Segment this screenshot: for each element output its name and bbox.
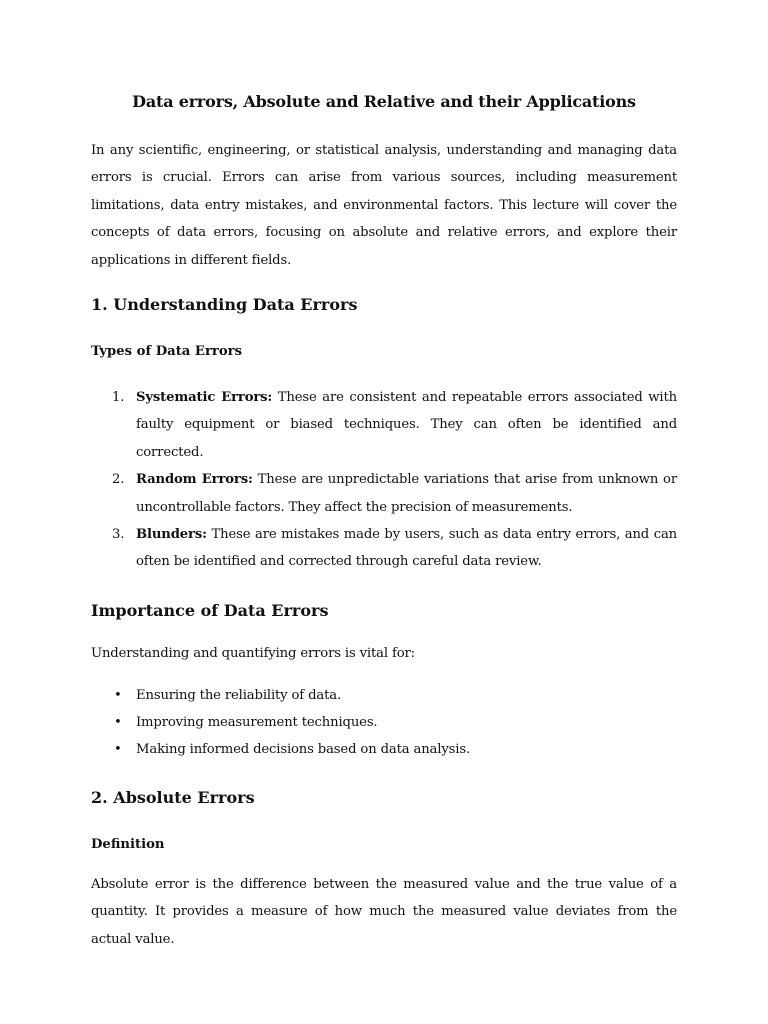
error-types-list	[91, 384, 677, 576]
section-heading-importance-of-data-errors: Importance of Data Errors	[91, 600, 329, 620]
definition-paragraph: Absolute error is the difference between the measured value and the true value of a quantity. It provides a measure of how much the measured value deviates from the actual value.	[91, 876, 677, 947]
list-item-text: These are unpredictable variations that arise from unknown or uncontrollable factors. They affect the precision of measurements.	[136, 472, 677, 515]
list-item-text: These are mistakes made by users, such as data entry errors, and can often be identified and corrected through careful data review.	[136, 527, 677, 570]
bullet-text: Ensuring the reliability of data.	[136, 687, 341, 703]
bullet-icon: •	[114, 741, 122, 757]
section-heading-understanding-data-errors: 1. Understanding Data Errors	[91, 295, 358, 315]
list-item	[91, 384, 677, 466]
bullet-text: Making informed decisions based on data analysis.	[136, 741, 470, 757]
list-item-text: These are consistent and repeatable errors associated with faulty equipment or biased techniques. They can often be identified and corrected.	[136, 390, 677, 460]
subheading-types-of-data-errors: Types of Data Errors	[91, 344, 243, 360]
importance-bullet-list	[91, 682, 677, 763]
bullet-icon: •	[114, 687, 122, 703]
list-item	[91, 709, 677, 736]
list-item-term: Blunders:	[136, 527, 207, 543]
bullet-text: Improving measurement techniques.	[136, 714, 378, 730]
list-item	[91, 466, 677, 521]
list-item	[91, 521, 677, 576]
importance-intro: Understanding and quantifying errors is vital for:	[91, 645, 415, 661]
list-item-term: Random Errors:	[136, 472, 253, 488]
section-heading-absolute-errors: 2. Absolute Errors	[91, 787, 255, 807]
subheading-definition: Definition	[91, 836, 165, 852]
bullet-icon: •	[114, 714, 122, 730]
list-item-number: 1.	[112, 390, 125, 406]
list-item	[91, 736, 677, 763]
list-item-number: 2.	[112, 472, 125, 488]
document-title: Data errors, Absolute and Relative and their Applications	[132, 92, 636, 111]
list-item	[91, 682, 677, 709]
intro-paragraph: In any scientific, engineering, or statistical analysis, understanding and managing data errors is crucial. Errors can arise from various sources, including measurement limitations, data entry mistakes, and environmental factors. This lecture will cover the concepts of data errors, focusing on absolute and relative errors, and explore their applications in different fields.	[91, 143, 677, 268]
list-item-number: 3.	[112, 527, 125, 543]
list-item-term: Systematic Errors:	[136, 390, 273, 406]
